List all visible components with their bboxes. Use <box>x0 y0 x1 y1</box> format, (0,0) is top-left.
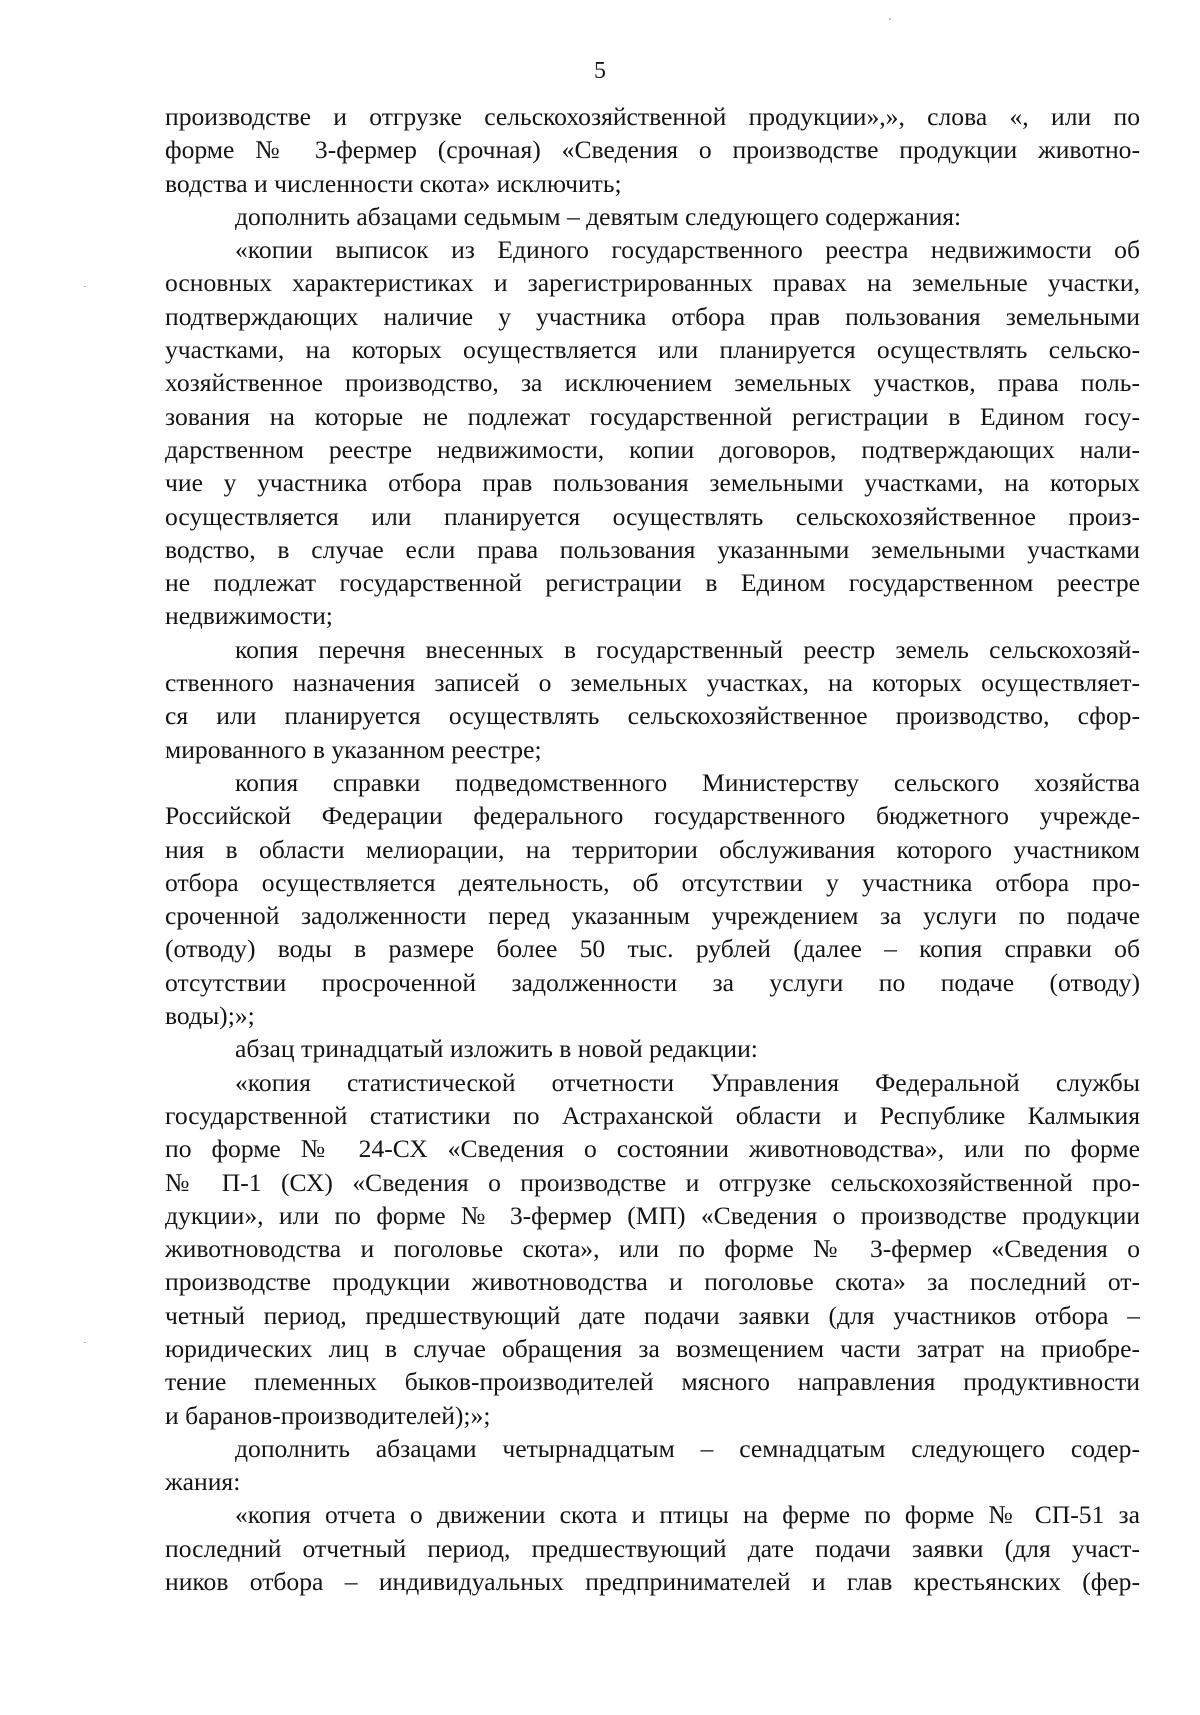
text-line: отбора осуществляется деятельность, об отсутствии у участника отбора про- <box>165 867 1140 897</box>
text-line: мированного в указанном реестре; <box>165 734 542 764</box>
text-line: (отводу) воды в размере более 50 тыс. рублей (далее – копия справки об <box>165 934 1140 964</box>
text-line: государственной статистики по Астраханской области и Республике Калмыкия <box>165 1100 1140 1130</box>
scan-speck <box>84 1342 86 1343</box>
text-line: основных характеристиках и зарегистрированных правах на земельные участки, <box>165 268 1140 298</box>
text-line: ния в области мелиорации, на территории обслуживания которого участником <box>165 834 1140 864</box>
text-line: четный период, предшествующий дате подачи заявки (для участников отбора – <box>165 1300 1140 1330</box>
text-line: животноводства и поголовье скота», или по форме № 3-фермер «Сведения о <box>165 1234 1140 1264</box>
text-line: чие у участника отбора прав пользования земельными участками, на которых <box>165 468 1140 498</box>
text-line: производстве и отгрузке сельскохозяйственной продукции»,», слова «, или по <box>165 102 1140 131</box>
text-line: осуществляется или планируется осуществлять сельскохозяйственное произ- <box>165 501 1140 531</box>
text-line: форме № 3-фермер (срочная) «Сведения о производстве продукции животно- <box>165 135 1140 165</box>
text-line: копия справки подведомственного Министерству сельского хозяйства <box>235 767 1140 797</box>
text-line: «копия отчета о движении скота и птицы на ферме по форме № СП-51 за <box>235 1500 1140 1530</box>
text-line: по форме № 24-СХ «Сведения о состоянии животноводства», или по форме <box>165 1134 1140 1164</box>
text-line: «копия статистической отчетности Управления Федеральной службы <box>235 1067 1140 1097</box>
text-line: производстве продукции животноводства и поголовье скота» за последний от- <box>165 1267 1140 1297</box>
text-line: подтверждающих наличие у участника отбора прав пользования земельными <box>165 301 1140 331</box>
text-line: тение племенных быков-производителей мясного направления продуктивности <box>165 1367 1140 1397</box>
text-line: дополнить абзацами четырнадцатым – семнадцатым следующего содер- <box>235 1433 1140 1463</box>
text-line: водства и численности скота» исключить; <box>165 168 622 198</box>
text-line: ся или планируется осуществлять сельскохозяйственное производство, сфор- <box>165 701 1140 731</box>
text-line: зования на которые не подлежат государственной регистрации в Едином госу- <box>165 401 1140 431</box>
text-line: юридических лиц в случае обращения за возмещением части затрат на приобре- <box>165 1333 1140 1363</box>
text-line: хозяйственное производство, за исключением земельных участков, права поль- <box>165 368 1140 398</box>
text-line: не подлежат государственной регистрации в Едином государственном реестре <box>165 568 1140 598</box>
text-line: «копии выписок из Единого государственного реестра недвижимости об <box>235 235 1140 265</box>
text-line: и баранов-производителей);»; <box>165 1400 491 1430</box>
text-line: дукции», или по форме № 3-фермер (МП) «Сведения о производстве продукции <box>165 1200 1140 1230</box>
text-line: дарственном реестре недвижимости, копии договоров, подтверждающих нали- <box>165 434 1140 464</box>
text-line: недвижимости; <box>165 601 333 631</box>
scan-speck <box>84 286 86 287</box>
text-line: абзац тринадцатый изложить в новой редакции: <box>235 1034 758 1064</box>
text-line: участками, на которых осуществляется или планируется осуществлять сельско- <box>165 335 1140 365</box>
text-line: дополнить абзацами седьмым – девятым следующего содержания: <box>235 201 962 231</box>
text-line: жания: <box>165 1467 241 1497</box>
text-line: Российской Федерации федерального государственного бюджетного учрежде- <box>165 801 1140 831</box>
text-line: ников отбора – индивидуальных предпринимателей и глав крестьянских (фер- <box>165 1567 1140 1597</box>
page-number: 5 <box>594 58 606 84</box>
document-body <box>165 100 1140 1598</box>
text-line: копия перечня внесенных в государственный реестр земель сельскохозяй- <box>235 634 1140 664</box>
text-line: сроченной задолженности перед указанным учреждением за услуги по подаче <box>165 901 1140 931</box>
text-line: последний отчетный период, предшествующий дате подачи заявки (для участ- <box>165 1533 1140 1563</box>
text-line: отсутствии просроченной задолженности за услуги по подаче (отводу) <box>165 967 1140 997</box>
scan-speck <box>889 18 891 20</box>
text-line: ственного назначения записей о земельных участках, на которых осуществляет- <box>165 668 1140 698</box>
text-line: № П-1 (СХ) «Сведения о производстве и отгрузке сельскохозяйственной про- <box>165 1167 1140 1197</box>
text-line: воды);»; <box>165 1001 255 1031</box>
text-line: водство, в случае если права пользования указанными земельными участками <box>165 534 1140 564</box>
